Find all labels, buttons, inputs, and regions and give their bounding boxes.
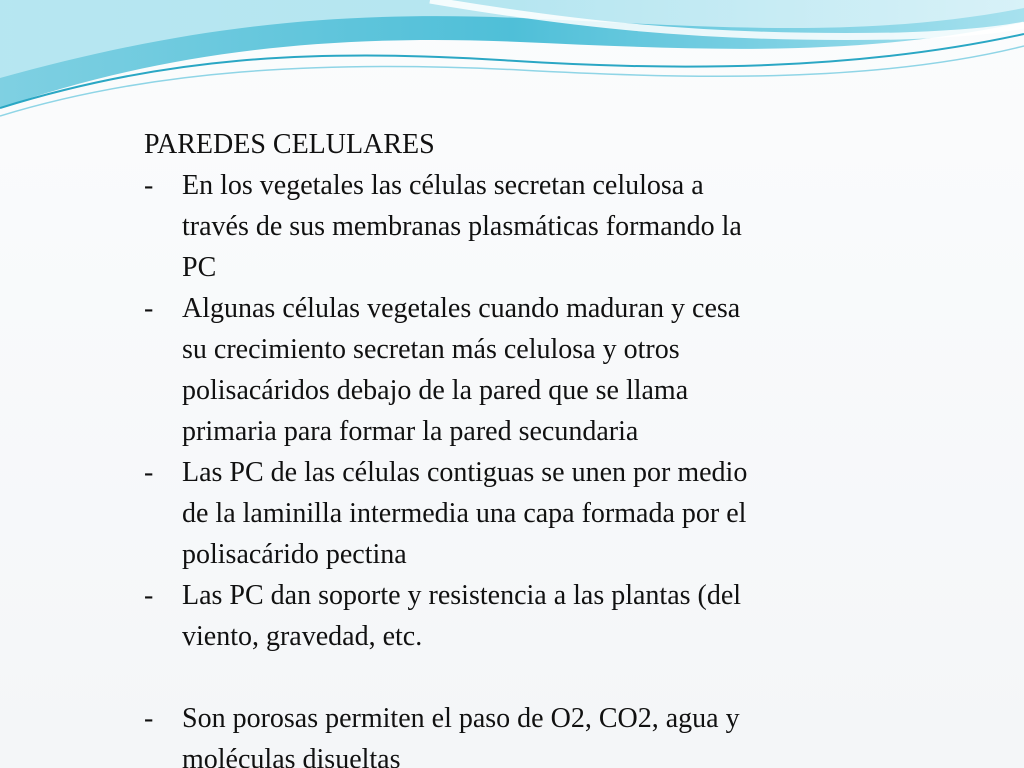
bullet-line: Las PC de las células contiguas se unen por medio [182,457,748,488]
bullet-line: viento, gravedad, etc. [182,621,423,652]
bullet-marker: - [144,703,154,734]
bullet-marker: - [144,293,154,324]
bullet-item [144,452,884,575]
bullet-item [144,288,884,452]
bullet-line: de la laminilla intermedia una capa formada por el [182,498,747,529]
bullet-line: PC [182,252,217,283]
bullet-marker: - [144,170,154,201]
bullet-spacer [144,657,884,698]
bullet-line: moléculas disueltas [182,744,401,768]
bullet-line: Algunas células vegetales cuando maduran y cesa [182,293,741,324]
decorative-wave-header [0,0,1024,130]
bullet-list [144,165,884,768]
bullet-line: Son porosas permiten el paso de O2, CO2, agua y [182,703,740,734]
bullet-item [144,575,884,657]
bullet-line: través de sus membranas plasmáticas formando la [182,211,742,242]
bullet-line: su crecimiento secretan más celulosa y otros [182,334,680,365]
bullet-item [144,165,884,288]
slide-content [144,124,884,768]
bullet-line: En los vegetales las células secretan celulosa a [182,170,704,201]
bullet-line: polisacáridos debajo de la pared que se llama [182,375,689,406]
slide-title: PAREDES CELULARES [144,129,435,160]
bullet-line: polisacárido pectina [182,539,407,570]
bullet-marker: - [144,580,154,611]
bullet-line: primaria para formar la pared secundaria [182,416,639,447]
bullet-item [144,698,884,768]
bullet-line: Las PC dan soporte y resistencia a las plantas (del [182,580,742,611]
bullet-marker: - [144,457,154,488]
